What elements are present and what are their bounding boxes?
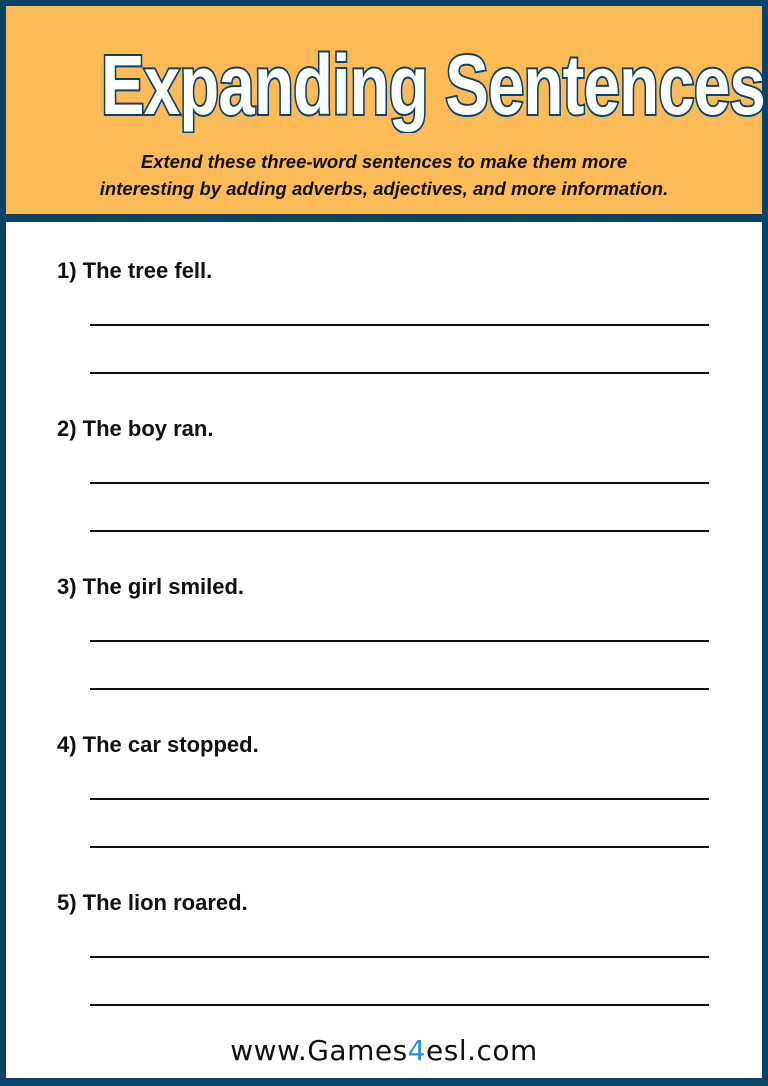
instructions-line-1: Extend these three-word sentences to make them more bbox=[140, 151, 628, 172]
answer-line[interactable] bbox=[90, 482, 709, 484]
answer-line[interactable] bbox=[90, 688, 709, 690]
worksheet-body bbox=[6, 222, 762, 1078]
footer-url-prefix: www.Games bbox=[230, 1034, 408, 1067]
question-3: 3) The girl smiled. bbox=[57, 574, 245, 599]
footer-url bbox=[6, 1034, 762, 1067]
answer-line[interactable] bbox=[90, 530, 709, 532]
answer-line[interactable] bbox=[90, 324, 709, 326]
question-2: 2) The boy ran. bbox=[57, 416, 214, 441]
question-4: 4) The car stopped. bbox=[57, 732, 259, 757]
answer-line[interactable] bbox=[90, 956, 709, 958]
answer-line[interactable] bbox=[90, 846, 709, 848]
title-container bbox=[6, 38, 765, 132]
footer-url-suffix: esl.com bbox=[426, 1034, 538, 1067]
instructions-line-2: interesting by adding adverbs, adjectives, and more information. bbox=[99, 178, 669, 199]
page-title: Expanding Sentences bbox=[100, 38, 765, 132]
header-banner bbox=[6, 6, 765, 214]
answer-line[interactable] bbox=[90, 640, 709, 642]
question-1: 1) The tree fell. bbox=[57, 258, 213, 283]
answer-line[interactable] bbox=[90, 1004, 709, 1006]
question-5: 5) The lion roared. bbox=[57, 890, 248, 915]
footer-url-accent: 4 bbox=[407, 1034, 426, 1067]
answer-line[interactable] bbox=[90, 798, 709, 800]
instructions bbox=[26, 148, 742, 202]
answer-line[interactable] bbox=[90, 372, 709, 374]
